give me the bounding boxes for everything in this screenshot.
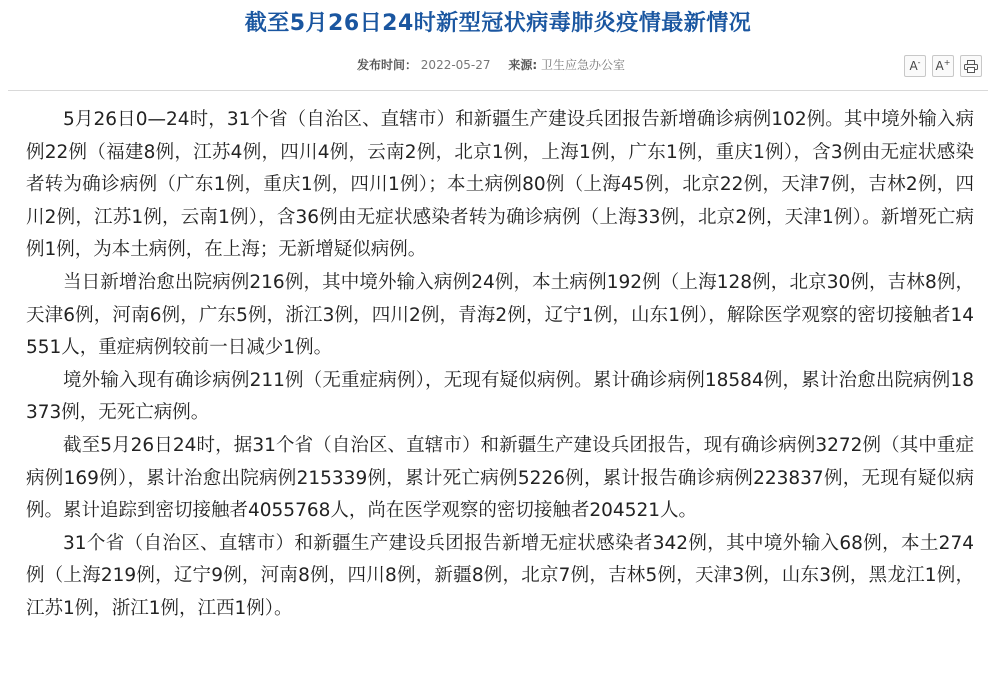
publish-time-label: 发布时间： bbox=[356, 58, 417, 72]
article-meta bbox=[0, 56, 996, 73]
paragraph-recoveries: 当日新增治愈出院病例216例，其中境外输入病例24例，本土病例192例（上海128例，北京30例，吉林8例，天津6例，河南6例，广东5例，浙江3例，四川2例，青海2例，辽宁1例，山东1例），解除医学观察的密切接触者14551人，重症病例较前一日减少1例。 bbox=[26, 271, 974, 359]
paragraph-new-cases: 5月26日0—24时，31个省（自治区、直辖市）和新疆生产建设兵团报告新增确诊病例102例。其中境外输入病例22例（福建8例，江苏4例，四川4例，云南2例，北京1例，上海1例，广东1例，重庆1例），含3例由无症状感染者转为确诊病例（广东1例，重庆1例，四川1例）；本土病例80例（上海45例，北京22例，天津7例，吉林2例，四川2例，江苏1例，云南1例），含36例由无症状感染者转为确诊病例（上海33例，北京2例，天津1例）。新增死亡病例1例，为本土病例，在上海；无新增疑似病例。 bbox=[26, 109, 974, 261]
font-smaller-icon: A- bbox=[909, 58, 921, 73]
paragraph-imported-summary: 境外输入现有确诊病例211例（无重症病例），无现有疑似病例。累计确诊病例18584例，累计治愈出院病例18373例，无死亡病例。 bbox=[26, 369, 974, 424]
paragraph-cumulative: 截至5月26日24时，据31个省（自治区、直辖市）和新疆生产建设兵团报告，现有确诊病例3272例（其中重症病例169例），累计治愈出院病例215339例，累计死亡病例5226例，累计报告确诊病例223837例，无现有疑似病例。累计追踪到密切接触者4055768人，尚在医学观察的密切接触者204521人。 bbox=[26, 434, 974, 522]
article-toolbar bbox=[904, 55, 982, 77]
article-body bbox=[26, 104, 974, 626]
publish-date: 2022-05-27 bbox=[420, 58, 491, 72]
font-larger-button[interactable] bbox=[932, 55, 954, 77]
source-value: 卫生应急办公室 bbox=[541, 58, 626, 72]
font-smaller-button[interactable] bbox=[904, 55, 926, 77]
font-larger-icon: A+ bbox=[935, 58, 951, 73]
header-divider bbox=[8, 90, 988, 91]
article-title: 截至5月26日24时新型冠状病毒肺炎疫情最新情况 bbox=[244, 11, 752, 36]
print-icon bbox=[964, 60, 978, 73]
source-label: 来源: bbox=[508, 58, 538, 72]
paragraph-asymptomatic: 31个省（自治区、直辖市）和新疆生产建设兵团报告新增无症状感染者342例，其中境外输入68例，本土274例（上海219例，辽宁9例，河南8例，四川8例，新疆8例，北京7例，吉林5例，天津3例，山东3例，黑龙江1例，江苏1例，浙江1例，江西1例）。 bbox=[26, 532, 974, 619]
print-button[interactable] bbox=[960, 55, 982, 77]
